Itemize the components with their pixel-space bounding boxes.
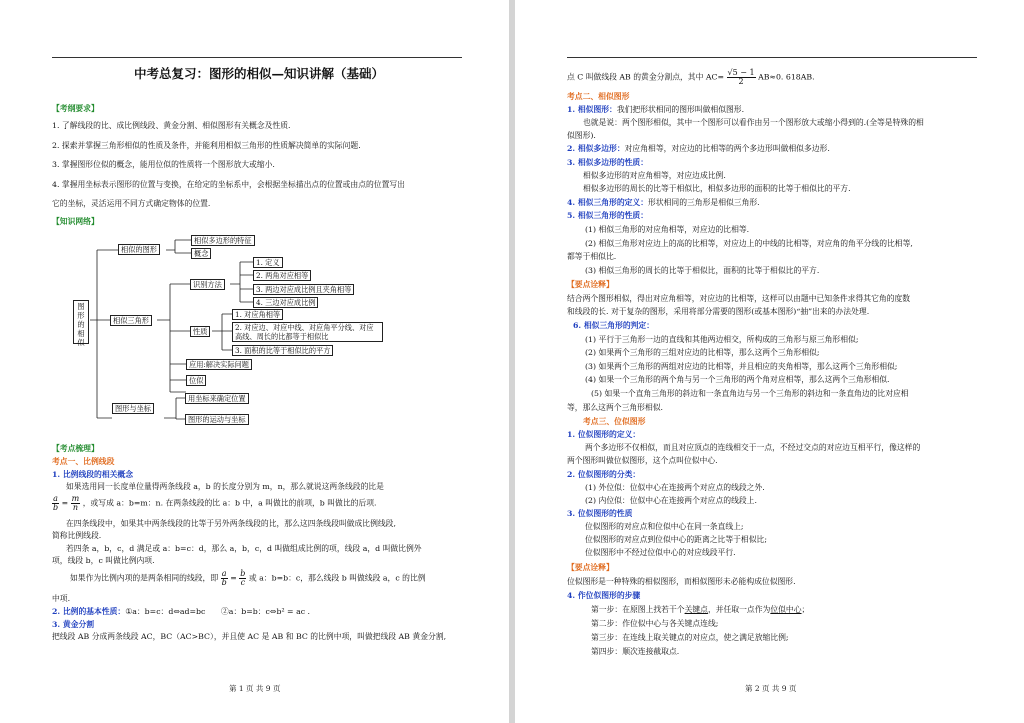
tree-node: 1. 对应角相等 [232, 309, 283, 320]
step-label: 第三步： [591, 633, 623, 642]
body-line: 对应角相等，对应边的比相等的两个多边形叫做相似多边形. [624, 144, 830, 153]
def-line [567, 104, 744, 115]
tree-node: 2. 对应边、对应中线、对应角平分线、对应高线、周长的比都等于相似比 [232, 322, 383, 342]
body-line: 位似图形的对应点和位似中心在同一条直线上; [585, 522, 744, 531]
step-text: 在原图上找若干个 [622, 605, 685, 614]
body-line: (4) 如果一个三角形的两个角与另一个三角形的两个角对应相等，那么这两个三角形相似. [585, 375, 890, 384]
ratio-fraction-line: $\frac{a}{b}$ = $\frac{m}{n}$ ，或写成 a：b=m：n. 在两条线段的比 a：b 中，a 叫做比的前项，b 叫做比的后项. [53, 494, 377, 512]
step-text: ，并任取一点作为 [707, 605, 771, 614]
exam-item: 它的坐标，灵活运用不同方式确定物体的位置. [52, 199, 211, 208]
body-line: 简称比例线段. [52, 531, 102, 540]
subsection-title: 2. 位似图形的分类： [567, 470, 641, 479]
body-line: 位似图形中不经过位似中心的对应线段平行. [585, 548, 736, 557]
body-line: 似图形). [567, 131, 596, 140]
subsection-title: 1. 位似图形的定义： [567, 430, 641, 439]
body-line: 或 a：b=b：c，那么线段 b 叫做线段 a，c 的比例 [248, 573, 426, 583]
section-point-3: 考点三、位似图形 [583, 417, 646, 426]
body-line: 位似图形的对应点到位似中心的距离之比等于相似比; [585, 535, 767, 544]
def-line [567, 143, 830, 154]
body-line: 点 C 叫做线段 AB 的黄金分割点，其中 AC= [567, 72, 725, 82]
step-keyword: 关键点 [684, 605, 708, 614]
step-text: 作位似中心与各关键点连线; [622, 619, 719, 628]
mean-proportional-line: 如果作为比例内项的是两条相同的线段，即 $\frac{a}{b}$ = $\frac{b}{c}$ 或 a：b=b：c，那么线段 b 叫做线段 a，c 的比例 [70, 569, 426, 587]
section-point-2: 考点二、相似图形 [567, 92, 630, 101]
fraction: $\frac{a}{b}$ [53, 494, 59, 512]
body-line: (1) 平行于三角形一边的直线和其他两边相交，所构成的三角形与原三角形相似; [585, 335, 859, 344]
step-text: ； [801, 605, 810, 614]
subsection-title: 3. 相似多边形的性质： [567, 158, 649, 167]
golden-ratio-line [567, 69, 815, 86]
body-line: (5) 如果一个直角三角形的斜边和一条直角边与另一个三角形的斜边和一条直角边的比对应相 [591, 389, 909, 398]
body-line: 结合两个图形相似，得出对应角相等，对应边的比相等，这样可以由题中已知条件求得其它角的度数 [567, 294, 911, 303]
subsection-title: 3. 位似图形的性质 [567, 509, 633, 518]
body-line: 相似多边形的周长的比等于相似比，相似多边形的面积的比等于相似比的平方. [583, 184, 851, 193]
page-title: 中考总复习：图形的相似—知识讲解（基础） [134, 66, 385, 81]
body-line: 形状相同的三角形是相似三角形. [648, 198, 760, 207]
body-line: 若四条 a，b，c，d 满足或 a：b=c：d，那么 a，b，c，d 叫做组成比例的项，线段 a，d 叫做比例外 [66, 544, 422, 553]
body-line: 两个图形叫做位似图形，这个点叫位似中心. [567, 456, 718, 465]
subsection-title: 5. 相似三角形的性质： [567, 211, 649, 220]
tree-node: 相似多边形的特征 [191, 235, 255, 246]
tree-node: 位似 [186, 375, 206, 386]
body-line: 等，那么这两个三角形相似. [567, 403, 664, 412]
subsection-title: 1. 相似图形： [567, 105, 617, 114]
body-line: 中项. [52, 594, 71, 603]
step-label: 第四步： [591, 647, 623, 656]
step-line [591, 604, 809, 615]
review-heading: 【考点梳理】 [52, 444, 99, 453]
section-point-1: 考点一、比例线段 [52, 457, 115, 466]
subsection-title: 4. 作位似图形的步骤 [567, 591, 641, 600]
body-line: (1) 相似三角形的对应角相等，对应边的比相等. [585, 225, 750, 234]
body-line: 位似图形是一种特殊的相似图形，而相似图形未必能构成位似图形. [567, 577, 796, 586]
step-label: 第二步： [591, 619, 623, 628]
def-line [567, 197, 760, 208]
body-line: AB≈0. 618AB. [758, 72, 815, 82]
step-text: 顺次连接截取点. [622, 647, 680, 656]
body-line: 两个多边形不仅相似，而且对应顶点的连线相交于一点，不经过交点的对应边互相平行，像这样的 [585, 443, 921, 452]
step-line [591, 632, 789, 643]
body-line: 把线段 AB 分成两条线段 AC，BC（AC>BC），并且使 AC 是 AB 和 BC 的比例中项，叫做把线段 AB 黄金分割, [52, 632, 447, 641]
body-line: 如果作为比例内项的是两条相同的线段，即 [70, 573, 219, 583]
body-line: ，或写成 a：b=m：n. 在两条线段的比 a：b 中，a 叫做比的前项，b 叫做比的后项. [82, 498, 377, 508]
tree-node: 识别方法 [190, 279, 225, 290]
tree-node: 相似三角形 [110, 315, 152, 326]
subsection-title: 4. 相似三角形的定义： [567, 198, 649, 207]
step-text: 在连线上取关键点的对应点，使之满足放缩比例; [622, 633, 789, 642]
body-line: 项，线段 b，c 叫做比例内项. [52, 556, 155, 565]
fraction: $\frac{a}{b}$ [221, 569, 227, 587]
fraction-denominator: 2 [738, 77, 744, 86]
body-line: (2) 内位似：位似中心在连接两个对应点的线段上. [585, 496, 757, 505]
step-keyword: 位似中心 [770, 605, 802, 614]
step-label: 第一步： [591, 605, 623, 614]
body-line: 我们把形状相同的图形叫做相似图形. [616, 105, 745, 114]
subsection-title: 6. 相似三角形的判定： [573, 321, 655, 330]
tree-node: 图形的运动与坐标 [185, 414, 249, 425]
exam-heading: 【考纲要求】 [52, 104, 99, 113]
tree-node: 相似的图形 [118, 244, 160, 255]
exam-item: 1. 了解线段的比、成比例线段、黄金分割、相似图形有关概念及性质. [52, 121, 291, 130]
subsection-title: 3. 黄金分割 [52, 620, 95, 629]
step-line [591, 618, 718, 629]
body-line: 和线段的长. 对于复杂的图形，采用将部分需要的图形(或基本图形)“抽”出来的办法处理. [567, 307, 870, 316]
basic-property-line [52, 606, 310, 617]
body-line: (2) 相似三角形对应边上的高的比相等，对应边上的中线的比相等，对应角的角平分线的比相等, [585, 239, 913, 248]
exam-item: 4. 掌握用坐标表示图形的位置与变换，在给定的坐标系中，会根据坐标描出点的位置或由点的位置写出 [52, 180, 405, 189]
body-line: 在四条线段中，如果其中两条线段的比等于另外两条线段的比，那么这四条线段叫做成比例线段, [66, 519, 396, 528]
tip-heading: 【要点诠释】 [567, 563, 614, 572]
page-footer: 第 2 页 共 9 页 [745, 684, 797, 693]
page-footer: 第 1 页 共 9 页 [229, 684, 281, 693]
body-line: ①a：b=c：d⇔ad=bc ②a：b=b：c⇔b² = ac . [125, 607, 311, 616]
subsection-title: 1. 比例线段的相关概念 [52, 470, 134, 479]
fraction-numerator: √5 − 1 [727, 68, 755, 77]
tree-node: 概念 [191, 248, 211, 259]
fraction: $\frac{m}{n}$ [71, 494, 80, 512]
tree-node: 1. 定义 [253, 257, 283, 268]
body-line: (2) 如果两个三角形的三组对应边的比相等，那么这两个三角形相似; [585, 348, 820, 357]
network-heading: 【知识网络】 [52, 217, 99, 226]
body-line: (3) 相似三角形的周长的比等于相似比，面积的比等于相似比的平方. [585, 266, 820, 275]
tree-node: 应用:解决实际问题 [186, 359, 252, 370]
tree-node: 性质 [190, 326, 210, 337]
body-line: 都等于相似比. [567, 252, 617, 261]
tree-node: 用坐标来确定位置 [185, 393, 249, 404]
body-line: 也就是说：两个图形相似，其中一个图形可以看作由另一个图形放大或缩小得到的.(全等是特殊的相 [583, 118, 924, 127]
subsection-title: 2. 比例的基本性质： [52, 607, 126, 616]
fraction: $\frac{b}{c}$ [240, 569, 246, 587]
tip-heading: 【要点诠释】 [567, 280, 614, 289]
tree-node: 3. 两边对应成比例且夹角相等 [253, 284, 354, 295]
tree-node: 4. 三边对应成比例 [253, 297, 318, 308]
page-2 [515, 0, 1024, 723]
tree-node: 图形与坐标 [112, 403, 154, 414]
subsection-title: 2. 相似多边形： [567, 144, 625, 153]
body-line: (1) 外位似：位似中心在连接两个对应点的线段之外. [585, 483, 765, 492]
body-line: (3) 如果两个三角形的两组对应边的比相等，并且相应的夹角相等，那么这两个三角形相似; [585, 362, 898, 371]
page-1 [0, 0, 509, 723]
exam-item: 3. 掌握图形位似的概念，能用位似的性质将一个图形放大或缩小. [52, 160, 275, 169]
body-line: 如果选用同一长度单位量得两条线段 a，b 的长度分别为 m，n，那么就说这两条线段的比是 [66, 482, 384, 491]
tree-connectors [0, 0, 509, 450]
tree-node: 2. 两角对应相等 [253, 270, 311, 281]
fraction [727, 69, 756, 86]
tree-root: 图形的相似 [73, 300, 89, 344]
tree-node: 3. 面积的比等于相似比的平方 [232, 345, 333, 356]
step-line [591, 646, 679, 657]
exam-item: 2. 探索并掌握三角形相似的性质及条件，并能利用相似三角形的性质解决简单的实际问题. [52, 141, 361, 150]
body-line: 相似多边形的对应角相等，对应边成比例. [583, 171, 726, 180]
header-rule [567, 57, 977, 58]
